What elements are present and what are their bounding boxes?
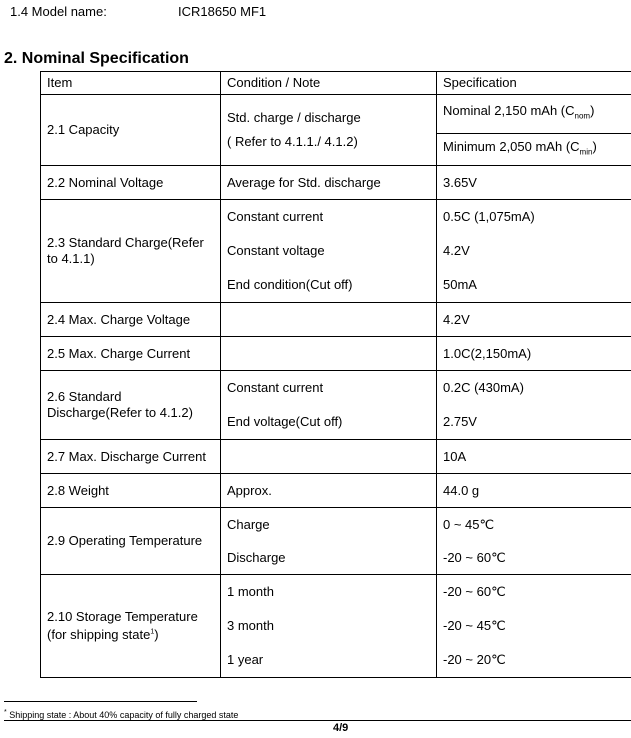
section-title: 2. Nominal Specification <box>4 50 189 67</box>
table-header-row <box>41 72 631 95</box>
table-row <box>41 575 631 678</box>
std-discharge-specs: 0.2C (430mA) 2.75V <box>437 371 631 440</box>
max-charge-current-item: 2.5 Max. Charge Current <box>41 337 221 371</box>
voltage-spec: 3.65V <box>437 166 631 200</box>
max-charge-voltage-spec: 4.2V <box>437 303 631 337</box>
header-condition: Condition / Note <box>221 72 437 95</box>
table-row <box>41 371 631 440</box>
table-row <box>41 303 631 337</box>
max-discharge-spec: 10A <box>437 440 631 474</box>
model-name-label: 1.4 Model name: <box>10 4 107 19</box>
capacity-minimum: Minimum 2,050 mAh $(C_{min})$ <box>437 134 631 166</box>
op-temp-item: 2.9 Operating Temperature <box>41 508 221 575</box>
page-number: 4/9 <box>333 722 349 734</box>
table-row <box>41 508 631 575</box>
model-name-value: ICR18650 MF1 <box>178 4 267 19</box>
storage-conditions: 1 month 3 month 1 year <box>221 575 437 678</box>
voltage-condition: Average for Std. discharge <box>221 166 437 200</box>
max-charge-voltage-item: 2.4 Max. Charge Voltage <box>41 303 221 337</box>
storage-specs: -20 ~ 60℃ -20 ~ 45℃ -20 ~ 20℃ <box>437 575 631 678</box>
capacity-item: 2.1 Capacity <box>41 95 221 166</box>
table-row <box>41 474 631 508</box>
std-discharge-conditions: Constant current End voltage(Cut off) <box>221 371 437 440</box>
table-row <box>41 166 631 200</box>
storage-item: 2.10 Storage Temperature (for shipping state$^1$) <box>41 575 221 678</box>
footnote: * Shipping state : About 40% capacity of fully charged state <box>4 709 239 720</box>
voltage-item: 2.2 Nominal Voltage <box>41 166 221 200</box>
weight-spec: 44.0 g <box>437 474 631 508</box>
spec-table <box>40 71 631 678</box>
footnote-divider <box>4 701 197 702</box>
model-name-row <box>10 4 267 19</box>
std-charge-conditions: Constant current Constant voltage End condition(Cut off) <box>221 200 437 303</box>
capacity-condition: Std. charge / discharge ( Refer to 4.1.1./ 4.1.2) <box>221 95 437 166</box>
op-temp-conditions: Charge Discharge <box>221 508 437 575</box>
table-row <box>41 440 631 474</box>
weight-item: 2.8 Weight <box>41 474 221 508</box>
capacity-nominal: Nominal 2,150 mAh $(C_{nom})$ <box>437 95 631 134</box>
max-charge-current-spec: 1.0C(2,150mA) <box>437 337 631 371</box>
table-row <box>41 95 631 134</box>
std-charge-item: 2.3 Standard Charge(Refer to 4.1.1) <box>41 200 221 303</box>
table-row <box>41 337 631 371</box>
header-spec: Specification <box>437 72 631 95</box>
std-discharge-item: 2.6 Standard Discharge(Refer to 4.1.2) <box>41 371 221 440</box>
weight-condition: Approx. <box>221 474 437 508</box>
max-discharge-item: 2.7 Max. Discharge Current <box>41 440 221 474</box>
op-temp-specs: 0 ~ 45℃ -20 ~ 60℃ <box>437 508 631 575</box>
page-divider <box>4 720 631 721</box>
std-charge-specs: 0.5C (1,075mA) 4.2V 50mA <box>437 200 631 303</box>
header-item: Item <box>41 72 221 95</box>
table-row <box>41 200 631 303</box>
